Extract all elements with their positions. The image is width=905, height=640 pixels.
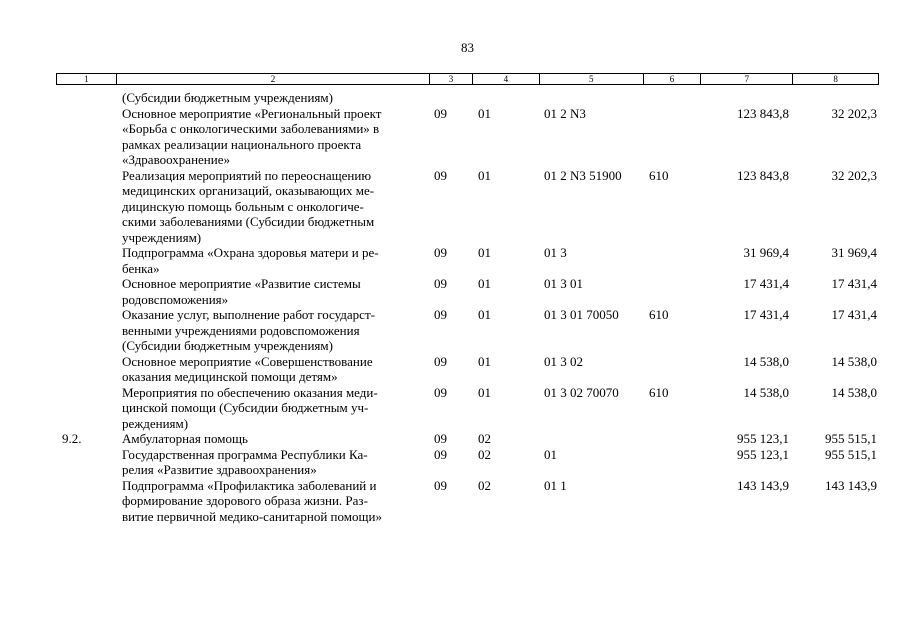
subsection-cell: 02 — [478, 431, 491, 446]
expense-type-cell — [644, 245, 702, 276]
name-cell — [116, 385, 430, 432]
name-line: Государственная программа Республики Ка- — [122, 446, 368, 462]
page-number: 83 — [461, 40, 474, 55]
table-row — [56, 354, 879, 385]
section-cell: 09 — [434, 105, 447, 121]
section-cell: 09 — [434, 477, 447, 493]
row-number-cell — [56, 307, 116, 354]
amount-year1-cell: 17 431,4 — [743, 276, 789, 291]
header-col-3: 3 — [430, 74, 473, 84]
target-article-cell: 01 3 — [544, 245, 567, 260]
row-number-cell: 9.2. — [62, 431, 82, 446]
name-line: Основное мероприятие «Совершенствование — [122, 353, 373, 369]
subsection-cell: 01 — [478, 245, 491, 260]
table-row — [56, 447, 879, 478]
name-line: релия «Развитие здравоохранения» — [122, 462, 317, 477]
name-line: Основное мероприятие «Региональный проект — [122, 105, 382, 121]
name-cell — [116, 276, 430, 307]
header-col-8: 8 — [833, 74, 838, 84]
header-col-2: 2 — [117, 74, 430, 84]
amount-year2-cell: 955 515,1 — [825, 431, 877, 446]
table-row — [56, 90, 879, 106]
target-article-cell: 01 3 01 — [544, 276, 583, 291]
name-line: Основное мероприятие «Развитие системы — [122, 276, 361, 291]
amount-year2-cell: 17 431,4 — [831, 276, 877, 291]
row-number-cell — [56, 276, 116, 307]
section-cell: 09 — [434, 167, 447, 183]
amount-year2-cell: 14 538,0 — [831, 353, 877, 369]
target-article-cell: 01 2 N3 51900 — [544, 167, 622, 183]
name-cell — [116, 307, 430, 354]
amount-year1-cell: 14 538,0 — [743, 353, 789, 369]
section-cell: 09 — [434, 431, 447, 446]
target-article-cell: 01 3 02 70070 — [544, 384, 619, 400]
row-number-cell — [56, 106, 116, 168]
name-line: Мероприятия по обеспечению оказания меди- — [122, 384, 378, 400]
table-row — [56, 106, 879, 168]
table-row — [56, 276, 879, 307]
section-cell: 09 — [434, 384, 447, 400]
amount-year2-cell — [794, 90, 879, 106]
name-cell — [116, 478, 430, 525]
amount-year1-cell: 17 431,4 — [743, 307, 789, 322]
name-line: Подпрограмма «Охрана здоровья матери и ре- — [122, 245, 379, 260]
expense-type-cell — [644, 354, 702, 385]
section-cell: 09 — [434, 353, 447, 369]
name-cell — [116, 447, 430, 478]
expense-type-cell — [644, 478, 702, 525]
section-cell: 09 — [434, 446, 447, 462]
amount-year2-cell: 31 969,4 — [831, 245, 877, 260]
amount-year1-cell: 955 123,1 — [737, 446, 789, 462]
row-number-cell — [56, 90, 116, 106]
name-line: Оказание услуг, выполнение работ государст- — [122, 307, 375, 322]
name-cell — [116, 431, 430, 447]
row-number-cell — [56, 478, 116, 525]
target-article-cell: 01 — [544, 446, 557, 462]
name-line: Подпрограмма «Профилактика заболеваний и — [122, 477, 377, 493]
amount-year1-cell: 31 969,4 — [743, 245, 789, 260]
table-row — [56, 307, 879, 354]
header-col-6: 6 — [644, 74, 702, 84]
expense-type-cell — [644, 276, 702, 307]
name-line: Реализация мероприятий по переоснащению — [122, 167, 372, 183]
table-header — [56, 73, 879, 85]
expense-type-cell — [644, 106, 702, 168]
name-line: витие первичной медико-санитарной помощи» — [122, 508, 382, 524]
section-cell: 09 — [434, 307, 447, 322]
amount-year2-cell: 14 538,0 — [831, 384, 877, 400]
row-number-cell — [56, 385, 116, 432]
name-cell — [116, 90, 430, 106]
amount-year2-cell: 32 202,3 — [831, 105, 877, 121]
amount-year1-cell: 955 123,1 — [737, 431, 789, 446]
amount-year1-cell: 123 843,8 — [737, 167, 789, 183]
table-row — [56, 431, 879, 447]
header-col-1: 1 — [57, 74, 117, 84]
amount-year2-cell: 32 202,3 — [831, 167, 877, 183]
table-row — [56, 245, 879, 276]
table-row — [56, 478, 879, 525]
amount-year2-cell: 955 515,1 — [825, 446, 877, 462]
row-number-cell — [56, 245, 116, 276]
target-article-cell — [540, 431, 644, 447]
section-cell: 09 — [434, 276, 447, 291]
row-number-cell — [56, 447, 116, 478]
name-line: бенка» — [122, 260, 160, 276]
name-line: скими заболеваниями (Субсидии бюджетным — [122, 214, 375, 229]
section-cell: 09 — [434, 245, 447, 260]
target-article-cell — [540, 90, 644, 106]
name-cell — [116, 245, 430, 276]
subsection-cell: 01 — [478, 384, 491, 400]
amount-year2-cell: 17 431,4 — [831, 307, 877, 322]
header-col-4: 4 — [473, 74, 540, 84]
name-line: учреждениям) — [122, 229, 202, 245]
expense-type-cell — [644, 431, 702, 447]
name-line: цинской помощи (Субсидии бюджетным уч- — [122, 400, 369, 415]
expense-type-cell — [644, 90, 702, 106]
table-body — [56, 90, 879, 524]
row-number-cell — [56, 354, 116, 385]
subsection-cell: 01 — [478, 167, 491, 183]
expense-type-cell: 610 — [649, 167, 669, 183]
name-line: Амбулаторная помощь — [122, 431, 248, 446]
name-line: (Субсидии бюджетным учреждениям) — [122, 90, 333, 105]
name-line: рамках реализации национального проекта — [122, 136, 362, 152]
name-line: медицинских организаций, оказывающих ме- — [122, 183, 375, 198]
amount-year1-cell — [702, 90, 794, 106]
subsection-cell: 01 — [478, 353, 491, 369]
subsection-cell: 01 — [478, 307, 491, 322]
subsection-cell: 02 — [478, 477, 491, 493]
name-line: венными учреждениями родовспоможения — [122, 322, 360, 338]
header-col-5: 5 — [540, 74, 644, 84]
name-line: «Борьба с онкологическими заболеваниями» в — [122, 121, 380, 136]
expense-type-cell: 610 — [649, 307, 669, 322]
name-cell — [116, 168, 430, 246]
section-cell — [430, 90, 473, 106]
target-article-cell: 01 3 02 — [544, 353, 583, 369]
amount-year1-cell: 14 538,0 — [743, 384, 789, 400]
name-line: формирование здорового образа жизни. Раз- — [122, 493, 368, 508]
name-line: родовспоможения» — [122, 291, 229, 307]
name-line: реждениям) — [122, 415, 189, 431]
amount-year1-cell: 123 843,8 — [737, 105, 789, 121]
header-col-7: 7 — [701, 74, 793, 84]
name-line: «Здравоохранение» — [122, 152, 230, 167]
target-article-cell: 01 1 — [544, 477, 567, 493]
subsection-cell — [473, 90, 540, 106]
subsection-cell: 02 — [478, 446, 491, 462]
subsection-cell: 01 — [478, 276, 491, 291]
amount-year2-cell: 143 143,9 — [825, 477, 877, 493]
name-line: оказания медицинской помощи детям» — [122, 369, 338, 384]
name-line: (Субсидии бюджетным учреждениям) — [122, 338, 333, 353]
target-article-cell: 01 3 01 70050 — [544, 307, 619, 322]
expense-type-cell: 610 — [649, 384, 669, 400]
expense-type-cell — [644, 447, 702, 478]
amount-year1-cell: 143 143,9 — [737, 477, 789, 493]
name-line: дицинскую помощь больным с онкологиче- — [122, 198, 364, 214]
row-number-cell — [56, 168, 116, 246]
subsection-cell: 01 — [478, 105, 491, 121]
name-cell — [116, 106, 430, 168]
name-cell — [116, 354, 430, 385]
table-row — [56, 385, 879, 432]
target-article-cell: 01 2 N3 — [544, 105, 586, 121]
table-row — [56, 168, 879, 246]
